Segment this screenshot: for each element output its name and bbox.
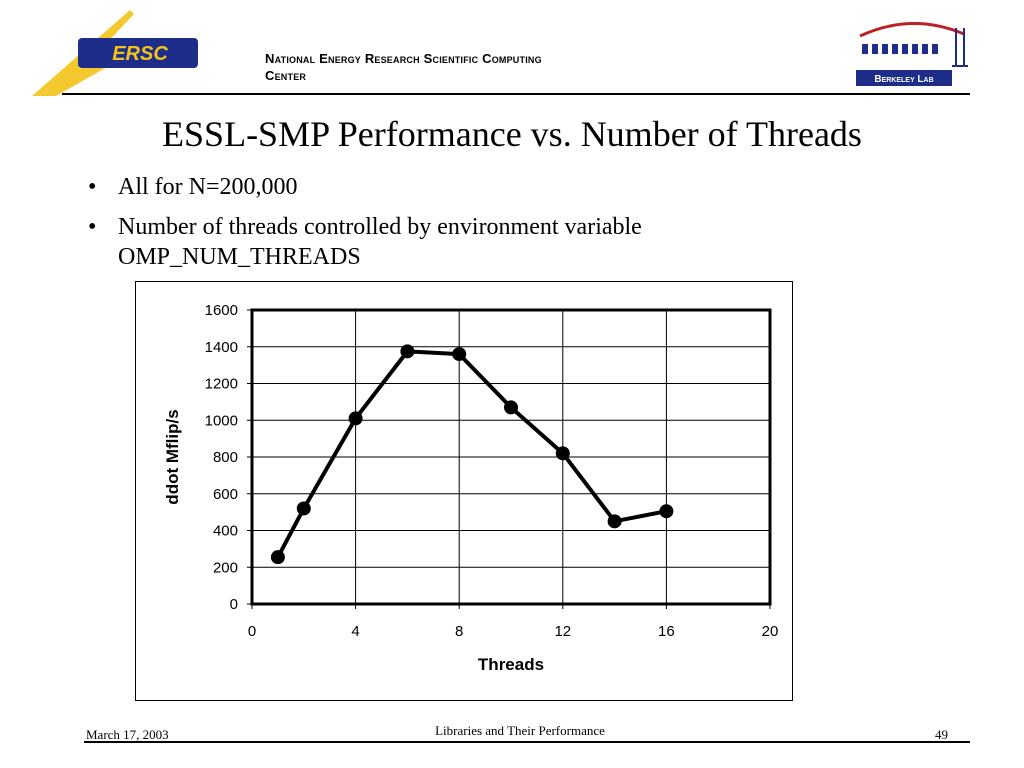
bullet-text: All for N=200,000 <box>118 174 298 200</box>
header-divider <box>62 93 970 95</box>
bullet-item <box>88 212 788 276</box>
bullet-marker: • <box>88 214 97 240</box>
nersc-logo <box>30 8 210 98</box>
organization-name-line-1: National Energy Research Scientific Computing <box>265 51 542 66</box>
y-tick-label: 800 <box>212 449 238 466</box>
y-tick-label: 1000 <box>204 412 238 430</box>
x-tick-label: 4 <box>351 623 360 640</box>
data-point <box>504 400 518 414</box>
data-point <box>271 550 285 564</box>
nersc-logo-text: ERSC <box>112 43 168 65</box>
series-line <box>278 351 667 557</box>
organization-name <box>265 50 785 84</box>
bullet-marker: • <box>88 174 97 200</box>
lab-logo-arc <box>860 23 964 36</box>
lab-logo-buildings <box>862 44 938 54</box>
lab-logo-text: Berkeley Lab <box>874 74 934 85</box>
data-point <box>452 347 466 361</box>
y-tick-label: 1200 <box>204 375 238 393</box>
x-tick-label: 0 <box>247 623 257 640</box>
data-point <box>659 504 673 518</box>
y-tick-label: 0 <box>229 596 238 613</box>
chart <box>136 282 792 700</box>
data-point <box>349 411 363 425</box>
y-tick-label: 400 <box>212 522 238 540</box>
data-point <box>400 344 414 358</box>
footer-title: Libraries and Their Performance <box>435 723 605 738</box>
y-axis-title: ddot Mflip/s <box>163 409 182 505</box>
x-tick-label: 12 <box>554 623 572 640</box>
footer-date: March 17, 2003 <box>86 727 169 742</box>
slide-title: ESSL-SMP Performance vs. Number of Threads <box>162 114 862 154</box>
y-tick-label: 200 <box>212 559 238 577</box>
y-tick-label: 1400 <box>204 338 238 356</box>
footer-page-number: 49 <box>935 727 948 742</box>
data-point <box>297 501 311 515</box>
data-point <box>556 446 570 460</box>
berkeley-lab-logo <box>852 14 978 92</box>
chart-frame <box>135 281 793 701</box>
x-tick-label: 8 <box>455 623 464 640</box>
y-tick-label: 600 <box>212 485 238 503</box>
x-tick-label: 16 <box>658 623 675 640</box>
footer-divider <box>84 741 970 743</box>
y-tick-label: 1600 <box>204 302 238 319</box>
x-axis-title: Threads <box>477 655 545 674</box>
bullet-text: Number of threads controlled by environment variable OMP_NUM_THREADS <box>118 214 642 270</box>
x-tick-label: 20 <box>761 623 779 640</box>
organization-name-line-2: Center <box>265 68 307 83</box>
bullet-item <box>88 172 788 204</box>
data-point <box>608 514 622 528</box>
